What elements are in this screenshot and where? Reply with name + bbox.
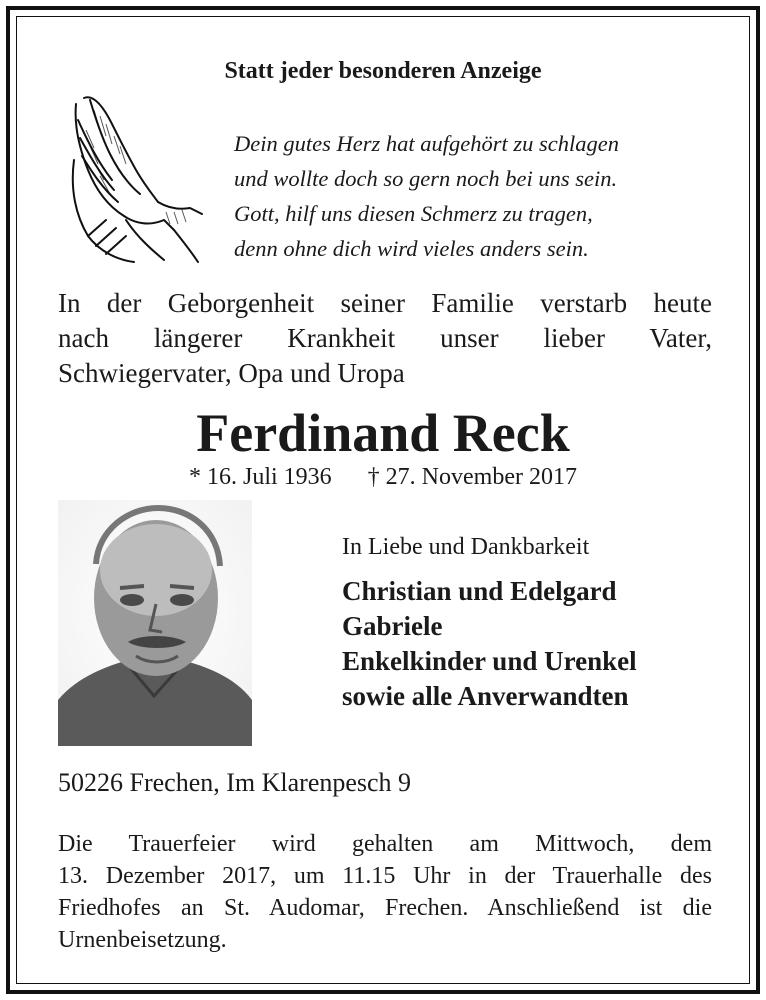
mourners-list bbox=[342, 574, 637, 714]
address: 50226 Frechen, Im Klarenpesch 9 bbox=[58, 768, 412, 797]
notice-header: Statt jeder besonderen Anzeige bbox=[224, 58, 542, 84]
intro-text bbox=[58, 286, 712, 391]
life-dates: * 16. Juli 1936 † 27. November 2017 bbox=[189, 464, 577, 490]
praying-hands-icon bbox=[66, 90, 206, 266]
poem-line: Gott, hilf uns diesen Schmerz zu tragen, bbox=[234, 201, 593, 226]
service-line: 13. Dezember 2017, um 11.15 Uhr in der Trauerhalle des bbox=[58, 863, 712, 889]
portrait-photo bbox=[58, 500, 252, 746]
poem-line: und wollte doch so gern noch bei uns sein. bbox=[234, 166, 618, 191]
service-line: Die Trauerfeier wird gehalten am Mittwoch, dem bbox=[58, 831, 712, 857]
poem-line: denn ohne dich wird vieles anders sein. bbox=[234, 236, 589, 261]
intro-line: In der Geborgenheit seiner Familie verstarb heute bbox=[58, 288, 712, 318]
poem bbox=[234, 126, 619, 266]
mourner-name: Christian und Edelgard bbox=[342, 576, 617, 606]
mourner-name: Enkelkinder und Urenkel bbox=[342, 646, 637, 676]
poem-line: Dein gutes Herz hat aufgehört zu schlagen bbox=[234, 131, 619, 156]
mourner-name: sowie alle Anverwandten bbox=[342, 681, 629, 711]
service-line: Urnenbeisetzung. bbox=[58, 927, 227, 953]
service-info bbox=[58, 828, 712, 956]
mourner-name: Gabriele bbox=[342, 611, 443, 641]
service-line: Friedhofes an St. Audomar, Frechen. Anschließend ist die bbox=[58, 895, 712, 921]
mourners-intro: In Liebe und Dankbarkeit bbox=[342, 534, 590, 560]
intro-line: nach längerer Krankheit unser lieber Vater, bbox=[58, 323, 712, 353]
deceased-name: Ferdinand Reck bbox=[196, 403, 570, 463]
intro-line: Schwiegervater, Opa und Uropa bbox=[58, 358, 405, 388]
